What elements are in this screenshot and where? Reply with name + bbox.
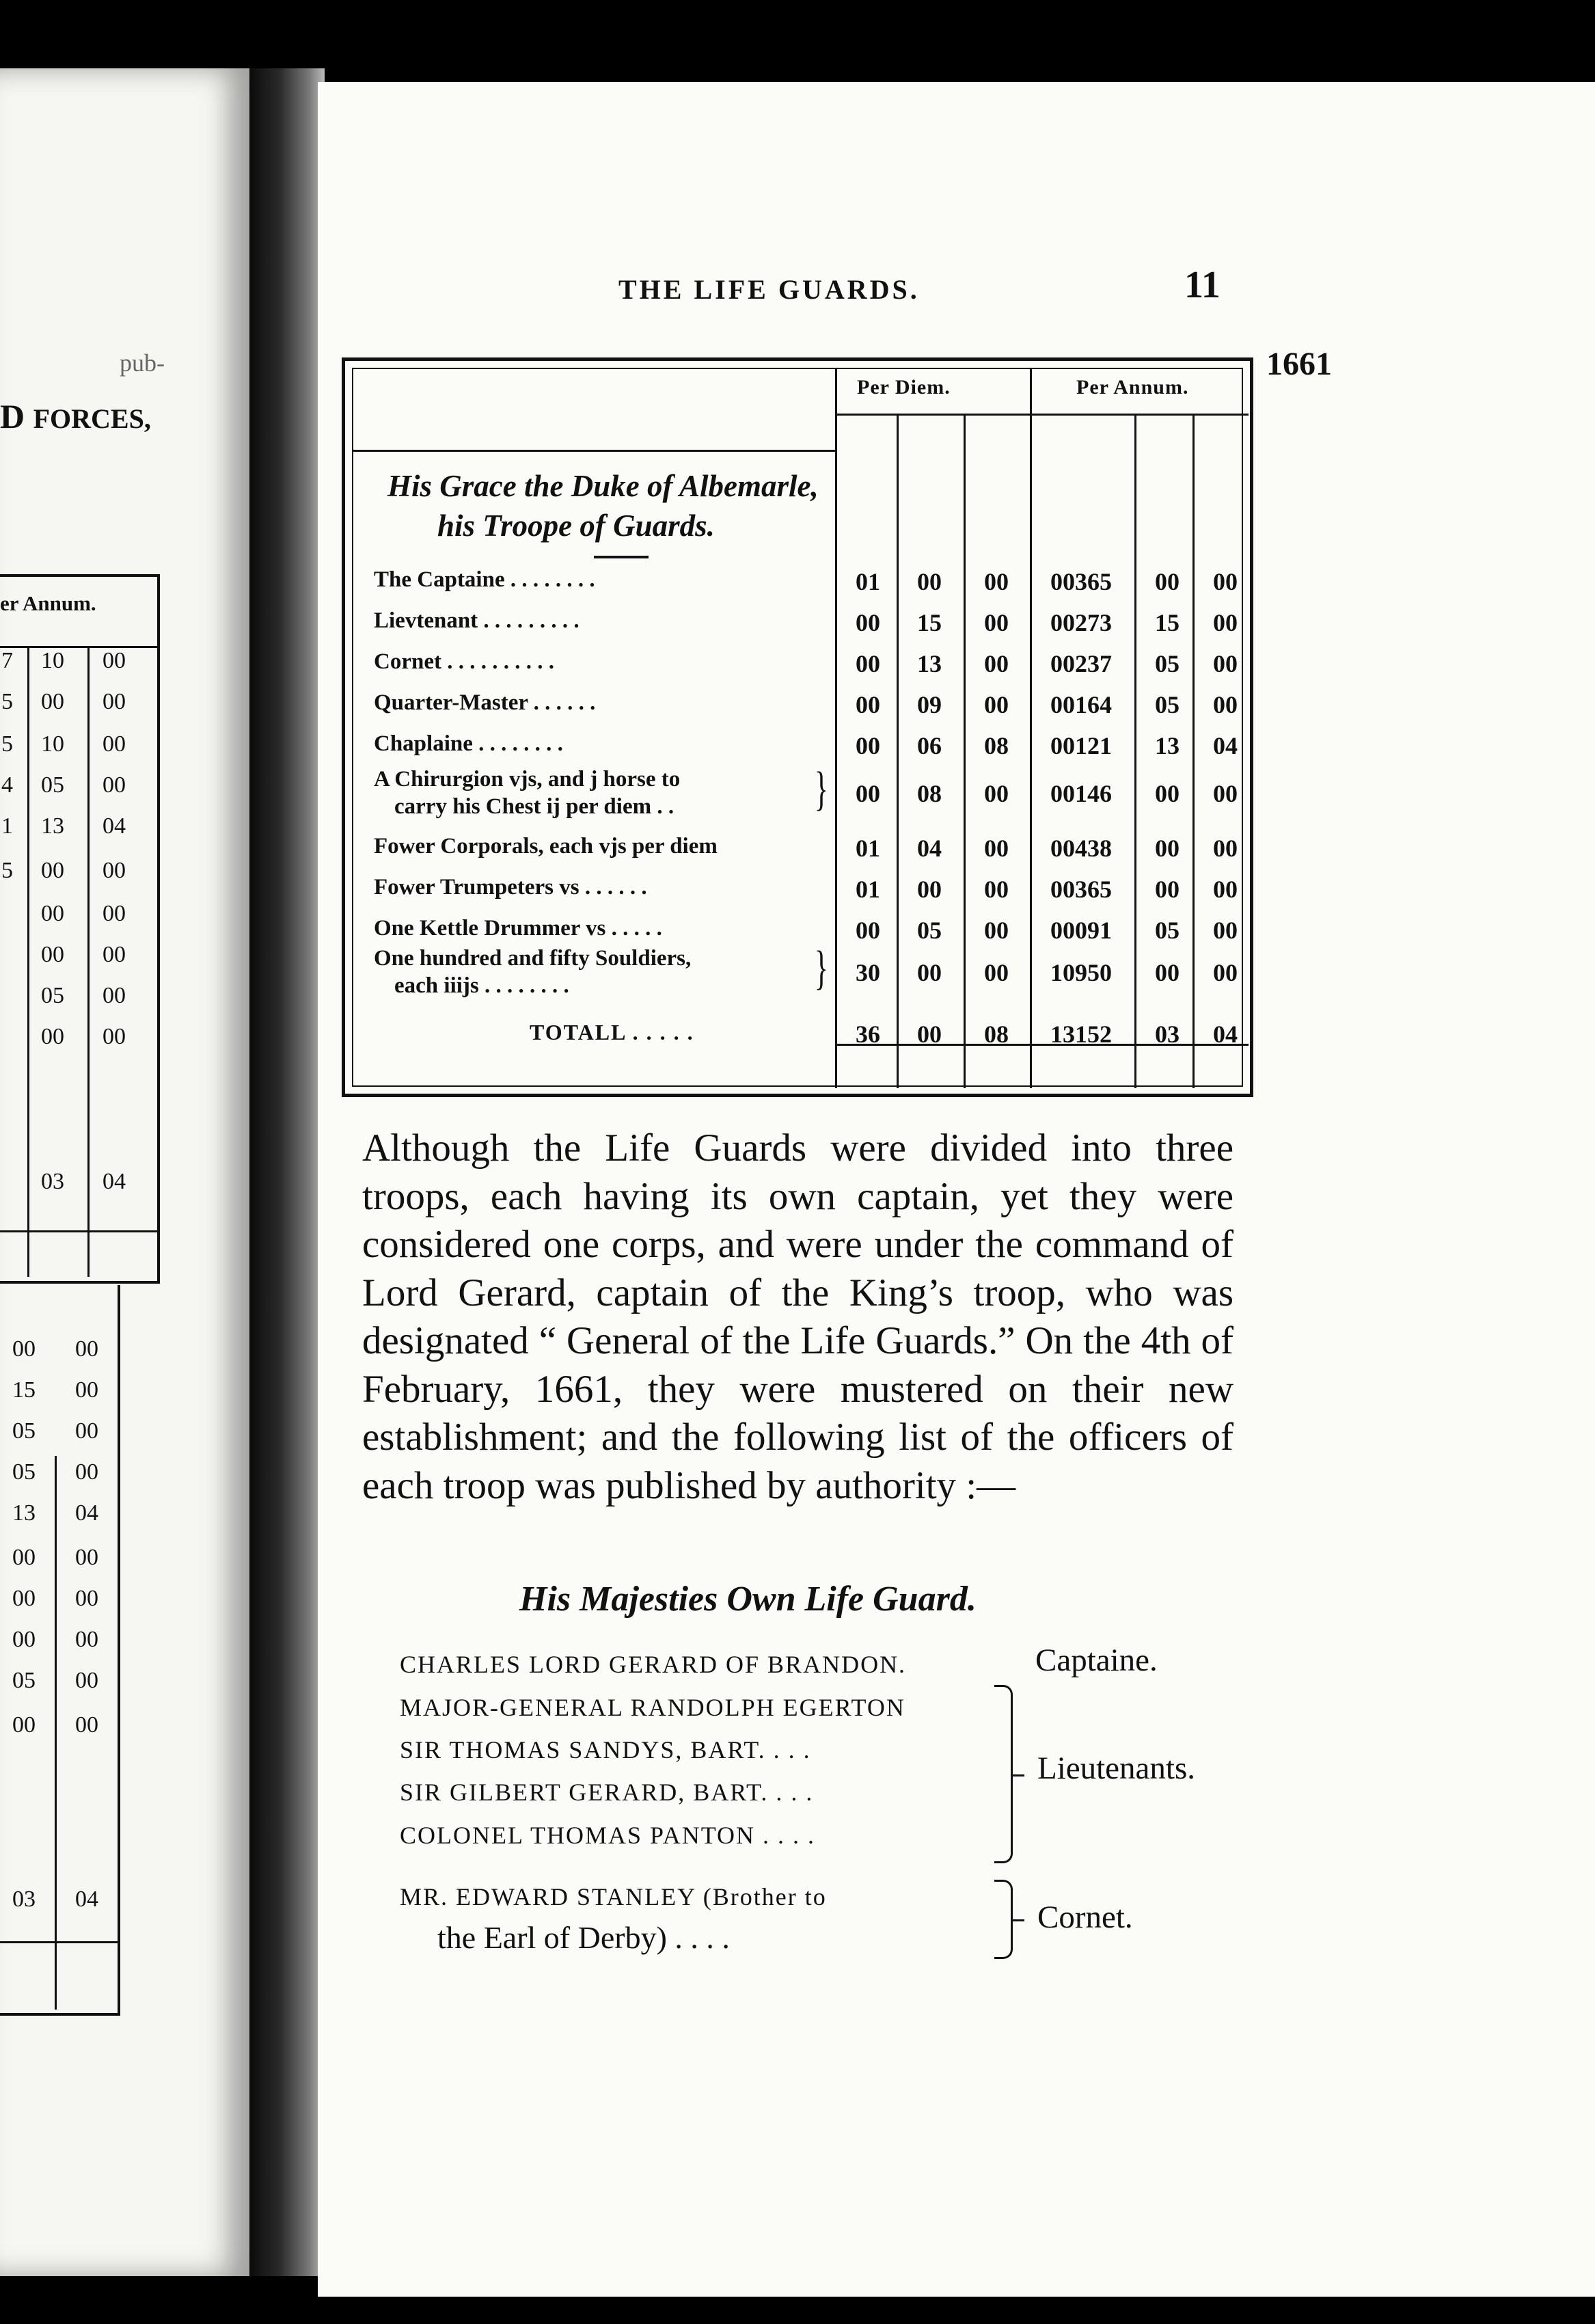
- table-caption-line1: His Grace the Duke of Albemarle,: [387, 469, 819, 503]
- left-table-cell: 00: [103, 648, 126, 673]
- table-caption-line2: his Troope of Guards.: [437, 509, 715, 543]
- left-table-cell: 5: [1, 689, 13, 714]
- left-table-cell: 00: [41, 901, 64, 926]
- section-title: His Majesties Own Life Guard.: [519, 1580, 977, 1619]
- left-table-a-vline: [87, 648, 90, 1277]
- total-per-diem: 36: [856, 1021, 880, 1048]
- per-diem-value: 00: [856, 650, 880, 677]
- row-label: Quarter-Master . . . . . .: [374, 690, 596, 715]
- left-table-cell: 00: [41, 1024, 64, 1049]
- left-table-cell: 00: [103, 689, 126, 714]
- left-table-cell: 10: [41, 731, 64, 757]
- left-table-cell: 00: [75, 1377, 98, 1403]
- row-label: The Captaine . . . . . . . .: [374, 567, 595, 592]
- per-diem-value: 13: [917, 650, 942, 677]
- row-brace: }: [814, 942, 828, 995]
- officer-name: [400, 1729, 811, 1766]
- table-inner-frame: [352, 368, 1243, 1087]
- left-table-cell: 05: [12, 1459, 36, 1485]
- cornet-brace: [994, 1880, 1013, 1959]
- left-table-cell: 5: [1, 731, 13, 757]
- per-diem-value: 01: [856, 568, 880, 595]
- left-table-cell: 00: [75, 1545, 98, 1570]
- left-table-cell: 00: [103, 983, 126, 1008]
- left-table-cell: 00: [41, 942, 64, 967]
- left-table-b-vline: [55, 1456, 57, 2010]
- row-label: Fower Corporals, each vjs per diem: [374, 834, 718, 859]
- per-annum-value: 00164: [1050, 691, 1112, 718]
- per-annum-value: 13: [1155, 732, 1180, 759]
- per-annum-value: 00237: [1050, 650, 1112, 677]
- left-table-cell: 00: [12, 1712, 36, 1738]
- left-table-cell: 04: [75, 1887, 98, 1912]
- per-diem-value: 00: [856, 609, 880, 636]
- per-diem-value: 08: [917, 780, 942, 807]
- left-table-cell: 03: [12, 1887, 36, 1912]
- header-rule-left: [353, 450, 835, 452]
- running-header: THE LIFE GUARDS.: [618, 274, 920, 305]
- officer-name-continued: the Earl of Derby) . . . .: [437, 1920, 730, 1955]
- left-table-cell: 05: [41, 772, 64, 798]
- per-annum-value: 00: [1213, 876, 1238, 903]
- per-diem-value: 00: [856, 732, 880, 759]
- total-per-diem: 08: [984, 1021, 1009, 1048]
- row-label: Cornet . . . . . . . . . .: [374, 649, 554, 674]
- per-diem-value: 01: [856, 876, 880, 903]
- per-diem-value: 00: [984, 917, 1009, 944]
- left-table-cell: 05: [12, 1418, 36, 1444]
- left-table-cell: 04: [75, 1500, 98, 1526]
- per-diem-value: 00: [856, 917, 880, 944]
- per-diem-value: 05: [917, 917, 942, 944]
- left-table-cell: 00: [12, 1336, 36, 1362]
- per-annum-value: 00: [1213, 780, 1238, 807]
- caption-rule: [594, 556, 649, 558]
- per-diem-value: 00: [984, 959, 1009, 986]
- left-table-b-total-rule: [0, 1941, 118, 1943]
- page-number: 11: [1184, 264, 1221, 306]
- total-label: TOTALL . . . . .: [530, 1020, 694, 1044]
- left-heading-rest: FORCES,: [33, 403, 151, 434]
- per-diem-value: 00: [984, 568, 1009, 595]
- per-diem-value: 00: [984, 650, 1009, 677]
- per-diem-value: 00: [856, 780, 880, 807]
- left-table-cell: 5: [1, 858, 13, 883]
- book-gutter: [249, 68, 325, 2276]
- col-divider: [1030, 369, 1032, 1088]
- per-annum-value: 00273: [1050, 609, 1112, 636]
- left-table-cell: 13: [41, 813, 64, 839]
- left-table-cell: 7: [1, 648, 13, 673]
- left-table-cell: 00: [75, 1586, 98, 1611]
- rank-cornet: Cornet.: [1037, 1900, 1133, 1935]
- row-label: Chaplaine . . . . . . . .: [374, 731, 563, 756]
- per-diem-value: 15: [917, 609, 942, 636]
- per-annum-value: 00: [1155, 959, 1180, 986]
- establishment-table: [342, 357, 1253, 1097]
- per-annum-header: Per Annum.: [1076, 376, 1189, 398]
- left-table-cell: 00: [12, 1627, 36, 1652]
- left-heading-initial: D: [0, 397, 25, 435]
- per-diem-value: 00: [984, 780, 1009, 807]
- row-label: Lievtenant . . . . . . . . .: [374, 608, 580, 633]
- per-annum-value: 05: [1155, 691, 1180, 718]
- margin-year: 1661: [1266, 346, 1332, 382]
- per-annum-value: 00: [1155, 780, 1180, 807]
- per-annum-value: 00: [1213, 609, 1238, 636]
- left-table-cell: 05: [12, 1668, 36, 1693]
- officer-name-text: MAJOR-GENERAL RANDOLPH EGERTON: [400, 1694, 905, 1721]
- left-table-cell: 00: [75, 1418, 98, 1444]
- officer-name: [400, 1772, 813, 1808]
- per-annum-value: 00: [1213, 650, 1238, 677]
- per-diem-value: 08: [984, 732, 1009, 759]
- per-annum-value: 00: [1155, 568, 1180, 595]
- left-table-cell: 04: [103, 813, 126, 839]
- left-table-cell: 00: [12, 1586, 36, 1611]
- per-annum-value: 00: [1213, 568, 1238, 595]
- per-annum-value: 00365: [1050, 568, 1112, 595]
- per-diem-value: 00: [984, 876, 1009, 903]
- left-table-cell: 00: [75, 1336, 98, 1362]
- rank-captaine: Captaine.: [1035, 1643, 1158, 1678]
- row-label: One hundred and fifty Souldiers,: [374, 946, 692, 971]
- row-label: One Kettle Drummer vs . . . . .: [374, 916, 662, 941]
- per-annum-value: 05: [1155, 650, 1180, 677]
- per-annum-value: 00438: [1050, 835, 1112, 862]
- per-diem-value: 01: [856, 835, 880, 862]
- body-paragraph: Although the Life Guards were divided into three troops, each having its own captain, yet they were considered one corps, and were under the command of Lord Gerard, captain of the King’s troop, who was designated “ General of the Life Guards.” On the 4th of February, 1661, they were mustered on their new establishment; and the following list of the officers of each troop was published by authority :—: [362, 1126, 1233, 1507]
- left-table-cell: 00: [103, 901, 126, 926]
- left-table-cell: 15: [12, 1377, 36, 1403]
- left-table-cell: 00: [103, 942, 126, 967]
- per-diem-value: 04: [917, 835, 942, 862]
- row-label: A Chirurgion vjs, and j horse to: [374, 767, 681, 792]
- officer-name: [400, 1687, 905, 1723]
- per-annum-value: 04: [1213, 732, 1238, 759]
- per-diem-value: 00: [856, 691, 880, 718]
- left-table-cell: 10: [41, 648, 64, 673]
- per-diem-value: 00: [917, 876, 942, 903]
- per-annum-value: 00146: [1050, 780, 1112, 807]
- per-annum-value: 00: [1155, 876, 1180, 903]
- per-diem-value: 06: [917, 732, 942, 759]
- officer-name-text: CHARLES LORD GERARD OF BRANDON.: [400, 1651, 907, 1678]
- left-table-a-rule: [0, 646, 157, 648]
- total-per-annum: 13152: [1050, 1021, 1112, 1048]
- per-annum-value: 00: [1155, 835, 1180, 862]
- per-annum-value: 00121: [1050, 732, 1112, 759]
- left-table-cell: 05: [41, 983, 64, 1008]
- officer-name-text: COLONEL THOMAS PANTON . . . .: [400, 1822, 816, 1849]
- left-table-a: [0, 574, 160, 1284]
- left-table-cell: 4: [1, 772, 13, 798]
- left-table-cell: 00: [103, 1024, 126, 1049]
- per-annum-value: 15: [1155, 609, 1180, 636]
- left-table-a-vline: [27, 648, 29, 1277]
- lieutenants-brace: [994, 1685, 1013, 1863]
- per-annum-value: 00: [1213, 835, 1238, 862]
- per-diem-value: 00: [984, 609, 1009, 636]
- officer-name-text: SIR GILBERT GERARD, BART. . . .: [400, 1779, 814, 1806]
- row-label-continued: carry his Chest ij per diem . .: [394, 794, 674, 819]
- left-table-cell: 00: [103, 858, 126, 883]
- per-diem-value: 00: [984, 691, 1009, 718]
- total-per-annum: 04: [1213, 1021, 1238, 1048]
- officer-name-text: SIR THOMAS SANDYS, BART. . . .: [400, 1736, 811, 1764]
- per-diem-header: Per Diem.: [857, 376, 951, 398]
- left-margin-fragment: pub-: [120, 349, 165, 377]
- left-table-cell: 00: [75, 1459, 98, 1485]
- left-table-cell: 00: [103, 731, 126, 757]
- per-annum-value: 00365: [1050, 876, 1112, 903]
- left-table-cell: 00: [75, 1712, 98, 1738]
- left-table-cell: 00: [41, 858, 64, 883]
- per-diem-value: 30: [856, 959, 880, 986]
- per-annum-value: 05: [1155, 917, 1180, 944]
- total-per-diem: 00: [917, 1021, 942, 1048]
- left-table-cell: 00: [12, 1545, 36, 1570]
- per-annum-value: 00: [1213, 917, 1238, 944]
- per-diem-value: 00: [917, 568, 942, 595]
- left-table-cell: 00: [75, 1668, 98, 1693]
- officer-name: [400, 1644, 906, 1680]
- left-table-cell: 03: [41, 1169, 64, 1194]
- left-table-cell: 04: [103, 1169, 126, 1194]
- per-annum-value: 00091: [1050, 917, 1112, 944]
- left-page-fragment: [0, 68, 251, 2276]
- left-annum-label: er Annum.: [0, 591, 96, 615]
- left-table-cell: 00: [103, 772, 126, 798]
- per-diem-value: 00: [984, 835, 1009, 862]
- row-brace: }: [814, 763, 828, 815]
- per-annum-value: 00: [1213, 959, 1238, 986]
- officer-name: [400, 1876, 827, 1913]
- per-diem-value: 00: [917, 959, 942, 986]
- left-table-cell: 1: [1, 813, 13, 839]
- left-table-a-total-rule: [0, 1230, 157, 1232]
- left-table-cell: 13: [12, 1500, 36, 1526]
- row-label-continued: each iiijs . . . . . . . .: [394, 973, 569, 998]
- total-per-annum: 03: [1155, 1021, 1180, 1048]
- row-label: Fower Trumpeters vs . . . . . .: [374, 875, 647, 900]
- officer-name-text: MR. EDWARD STANLEY (Brother to: [400, 1883, 827, 1910]
- per-diem-value: 09: [917, 691, 942, 718]
- per-annum-value: 10950: [1050, 959, 1112, 986]
- left-heading-fragment: [0, 396, 151, 436]
- left-table-cell: 00: [41, 689, 64, 714]
- officer-name: [400, 1815, 815, 1851]
- per-annum-value: 00: [1213, 691, 1238, 718]
- left-table-cell: 00: [75, 1627, 98, 1652]
- rank-lieutenants: Lieutenants.: [1037, 1751, 1196, 1786]
